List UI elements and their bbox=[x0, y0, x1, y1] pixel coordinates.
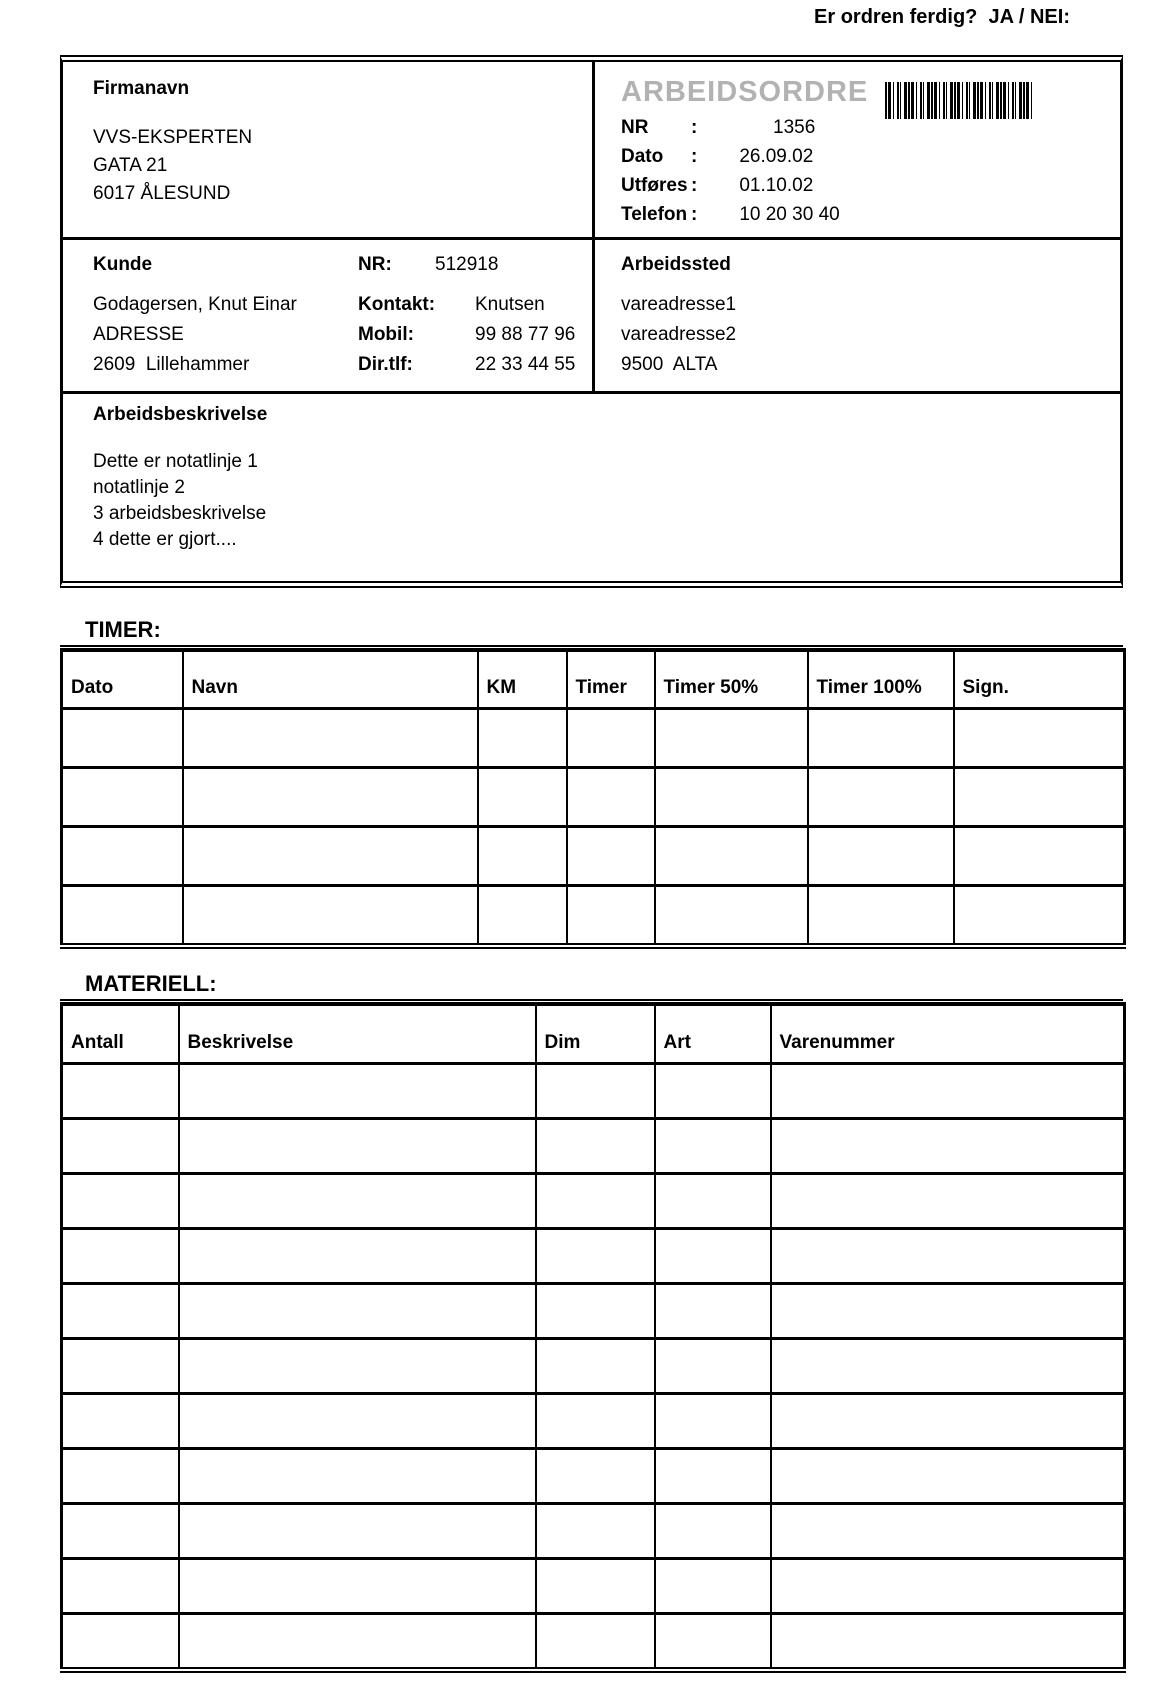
column-header: Antall bbox=[62, 1004, 179, 1064]
order-field-row bbox=[621, 142, 1120, 171]
company-panel bbox=[63, 62, 595, 237]
materiell-table bbox=[60, 1002, 1126, 1673]
empty-form-cell bbox=[567, 886, 655, 947]
empty-form-cell bbox=[179, 1064, 536, 1119]
description-line: notatlinje 2 bbox=[93, 477, 185, 498]
company-postal: 6017 ÅLESUND bbox=[93, 183, 231, 204]
empty-form-cell bbox=[655, 827, 808, 886]
empty-form-row bbox=[62, 1174, 1125, 1229]
empty-form-cell bbox=[655, 1504, 771, 1559]
empty-form-cell bbox=[655, 709, 808, 768]
empty-form-cell bbox=[536, 1119, 655, 1174]
order-panel bbox=[595, 62, 1120, 237]
empty-form-row bbox=[62, 827, 1125, 886]
description-lines bbox=[93, 449, 1120, 553]
empty-form-cell bbox=[655, 768, 808, 827]
empty-form-row bbox=[62, 1559, 1125, 1614]
customer-postal-row bbox=[93, 350, 592, 380]
empty-form-cell bbox=[771, 1449, 1125, 1504]
empty-form-cell bbox=[771, 1174, 1125, 1229]
order-field-label: Utføres bbox=[621, 175, 688, 196]
empty-form-row bbox=[62, 768, 1125, 827]
order-field-row bbox=[621, 113, 1120, 142]
empty-form-cell bbox=[655, 1174, 771, 1229]
empty-form-cell bbox=[954, 886, 1125, 947]
barcode-image bbox=[885, 82, 1032, 119]
column-header: Varenummer bbox=[771, 1004, 1125, 1064]
empty-form-cell bbox=[62, 1339, 179, 1394]
worksite-lines bbox=[621, 290, 1120, 380]
order-field-label: Dato bbox=[621, 146, 664, 167]
order-field-label: Telefon bbox=[621, 204, 688, 225]
column-header: Timer 100% bbox=[808, 650, 954, 709]
empty-form-cell bbox=[179, 1504, 536, 1559]
empty-form-cell bbox=[62, 1504, 179, 1559]
timer-section bbox=[60, 618, 1123, 949]
empty-form-cell bbox=[655, 1339, 771, 1394]
timer-section-title: TIMER: bbox=[60, 618, 1123, 647]
customer-row bbox=[63, 240, 1120, 394]
empty-form-cell bbox=[62, 1614, 179, 1671]
empty-form-row bbox=[62, 886, 1125, 947]
empty-form-cell bbox=[179, 1559, 536, 1614]
customer-name: Godagersen, Knut Einar bbox=[93, 294, 297, 315]
description-label: Arbeidsbeskrivelse bbox=[93, 404, 268, 425]
order-field-value: 1356 bbox=[773, 117, 816, 138]
empty-form-cell bbox=[179, 1119, 536, 1174]
empty-form-cell bbox=[536, 1339, 655, 1394]
empty-form-cell bbox=[179, 1394, 536, 1449]
customer-name-row bbox=[93, 290, 592, 320]
empty-form-cell bbox=[478, 827, 567, 886]
empty-form-cell bbox=[183, 709, 478, 768]
empty-form-cell bbox=[655, 1119, 771, 1174]
empty-form-cell bbox=[567, 709, 655, 768]
empty-form-cell bbox=[183, 827, 478, 886]
customer-header-row bbox=[93, 253, 592, 277]
empty-form-cell bbox=[62, 1559, 179, 1614]
empty-form-cell bbox=[655, 1614, 771, 1671]
worksite-line: 9500 ALTA bbox=[621, 354, 718, 375]
empty-form-cell bbox=[567, 768, 655, 827]
empty-form-row bbox=[62, 1614, 1125, 1671]
empty-form-cell bbox=[808, 886, 954, 947]
empty-form-cell bbox=[62, 1174, 179, 1229]
empty-form-cell bbox=[179, 1284, 536, 1339]
empty-form-row bbox=[62, 1064, 1125, 1119]
table-header-row bbox=[62, 1004, 1125, 1064]
empty-form-cell bbox=[62, 709, 183, 768]
empty-form-row bbox=[62, 1339, 1125, 1394]
materiell-section-title: MATERIELL: bbox=[60, 972, 1123, 1001]
order-finished-question: Er ordren ferdig? JA / NEI: bbox=[814, 6, 1070, 28]
column-header: Dim bbox=[536, 1004, 655, 1064]
empty-form-cell bbox=[478, 886, 567, 947]
empty-form-cell bbox=[179, 1229, 536, 1284]
column-header: Sign. bbox=[954, 650, 1125, 709]
empty-form-cell bbox=[179, 1174, 536, 1229]
order-field-colon: : bbox=[691, 117, 698, 138]
empty-form-cell bbox=[536, 1559, 655, 1614]
customer-contact-value: Knutsen bbox=[475, 294, 545, 315]
worksite-line: vareadresse2 bbox=[621, 324, 737, 345]
empty-form-cell bbox=[771, 1064, 1125, 1119]
description-line: Dette er notatlinje 1 bbox=[93, 451, 258, 472]
worksite-label: Arbeidssted bbox=[621, 254, 731, 275]
empty-form-row bbox=[62, 1504, 1125, 1559]
empty-form-row bbox=[62, 1394, 1125, 1449]
column-header: Dato bbox=[62, 650, 183, 709]
empty-form-cell bbox=[179, 1614, 536, 1671]
column-header: Beskrivelse bbox=[179, 1004, 536, 1064]
empty-form-cell bbox=[771, 1339, 1125, 1394]
empty-form-cell bbox=[954, 827, 1125, 886]
empty-form-cell bbox=[655, 1559, 771, 1614]
empty-form-cell bbox=[771, 1229, 1125, 1284]
order-field-label: NR bbox=[621, 117, 649, 138]
empty-form-cell bbox=[62, 1064, 179, 1119]
empty-form-cell bbox=[954, 768, 1125, 827]
customer-dir-value: 22 33 44 55 bbox=[475, 354, 576, 375]
empty-form-cell bbox=[655, 1064, 771, 1119]
description-panel bbox=[63, 394, 1120, 581]
order-field-colon: : bbox=[691, 175, 698, 196]
empty-form-cell bbox=[536, 1284, 655, 1339]
empty-form-cell bbox=[655, 886, 808, 947]
empty-form-cell bbox=[536, 1504, 655, 1559]
column-header: Timer bbox=[567, 650, 655, 709]
empty-form-cell bbox=[478, 768, 567, 827]
column-header: Art bbox=[655, 1004, 771, 1064]
empty-form-cell bbox=[655, 1284, 771, 1339]
empty-form-row bbox=[62, 1284, 1125, 1339]
timer-table bbox=[60, 648, 1126, 949]
empty-form-row bbox=[62, 1449, 1125, 1504]
empty-form-cell bbox=[179, 1339, 536, 1394]
empty-form-cell bbox=[62, 827, 183, 886]
company-label: Firmanavn bbox=[93, 78, 190, 99]
order-field-colon: : bbox=[691, 204, 698, 225]
customer-street-row bbox=[93, 320, 592, 350]
empty-form-cell bbox=[62, 1394, 179, 1449]
order-field-colon: : bbox=[691, 146, 698, 167]
empty-form-cell bbox=[771, 1614, 1125, 1671]
empty-form-cell bbox=[536, 1614, 655, 1671]
empty-form-cell bbox=[655, 1229, 771, 1284]
order-fields bbox=[621, 113, 1120, 229]
customer-mobile-value: 99 88 77 96 bbox=[475, 324, 576, 345]
header-box bbox=[60, 55, 1123, 588]
empty-form-cell bbox=[771, 1119, 1125, 1174]
empty-form-cell bbox=[536, 1174, 655, 1229]
company-street: GATA 21 bbox=[93, 155, 168, 176]
empty-form-cell bbox=[808, 709, 954, 768]
empty-form-cell bbox=[536, 1449, 655, 1504]
order-title: ARBEIDSORDRE bbox=[621, 76, 869, 108]
empty-form-cell bbox=[62, 1449, 179, 1504]
empty-form-cell bbox=[536, 1229, 655, 1284]
empty-form-cell bbox=[536, 1064, 655, 1119]
customer-street: ADRESSE bbox=[93, 324, 184, 345]
empty-form-cell bbox=[478, 709, 567, 768]
empty-form-cell bbox=[655, 1394, 771, 1449]
empty-form-cell bbox=[62, 768, 183, 827]
company-name: VVS-EKSPERTEN bbox=[93, 127, 253, 148]
empty-form-cell bbox=[183, 768, 478, 827]
customer-contact-label: Kontakt: bbox=[358, 294, 436, 315]
table-header-row bbox=[62, 650, 1125, 709]
customer-nr-label: NR: bbox=[358, 254, 392, 275]
empty-form-cell bbox=[536, 1394, 655, 1449]
empty-form-cell bbox=[771, 1559, 1125, 1614]
empty-form-cell bbox=[567, 827, 655, 886]
customer-label: Kunde bbox=[93, 254, 153, 275]
empty-form-cell bbox=[771, 1284, 1125, 1339]
empty-form-cell bbox=[179, 1449, 536, 1504]
empty-form-row bbox=[62, 1229, 1125, 1284]
column-header: Navn bbox=[183, 650, 478, 709]
empty-form-cell bbox=[808, 768, 954, 827]
order-field-value: 26.09.02 bbox=[739, 146, 814, 167]
empty-form-cell bbox=[62, 1119, 179, 1174]
order-field-value: 01.10.02 bbox=[739, 175, 814, 196]
empty-form-cell bbox=[954, 709, 1125, 768]
empty-form-cell bbox=[183, 886, 478, 947]
order-field-row bbox=[621, 171, 1120, 200]
customer-panel bbox=[63, 240, 595, 391]
customer-mobile-label: Mobil: bbox=[358, 324, 414, 345]
empty-form-cell bbox=[655, 1449, 771, 1504]
column-header: Timer 50% bbox=[655, 650, 808, 709]
description-line: 3 arbeidsbeskrivelse bbox=[93, 503, 267, 524]
empty-form-cell bbox=[771, 1504, 1125, 1559]
customer-dir-label: Dir.tlf: bbox=[358, 354, 413, 375]
worksite-panel bbox=[595, 240, 1120, 391]
order-field-value: 10 20 30 40 bbox=[739, 204, 840, 225]
customer-postal: 2609 Lillehammer bbox=[93, 354, 250, 375]
worksite-line: vareadresse1 bbox=[621, 294, 737, 315]
empty-form-row bbox=[62, 709, 1125, 768]
empty-form-cell bbox=[62, 1284, 179, 1339]
empty-form-row bbox=[62, 1119, 1125, 1174]
column-header: KM bbox=[478, 650, 567, 709]
order-field-row bbox=[621, 200, 1120, 229]
header-top-row bbox=[63, 62, 1120, 240]
empty-form-cell bbox=[62, 886, 183, 947]
empty-form-cell bbox=[808, 827, 954, 886]
description-row bbox=[63, 394, 1120, 581]
materiell-section bbox=[60, 972, 1123, 1673]
empty-form-cell bbox=[771, 1394, 1125, 1449]
empty-form-cell bbox=[62, 1229, 179, 1284]
description-line: 4 dette er gjort.... bbox=[93, 529, 237, 550]
customer-nr-value: 512918 bbox=[435, 254, 499, 275]
